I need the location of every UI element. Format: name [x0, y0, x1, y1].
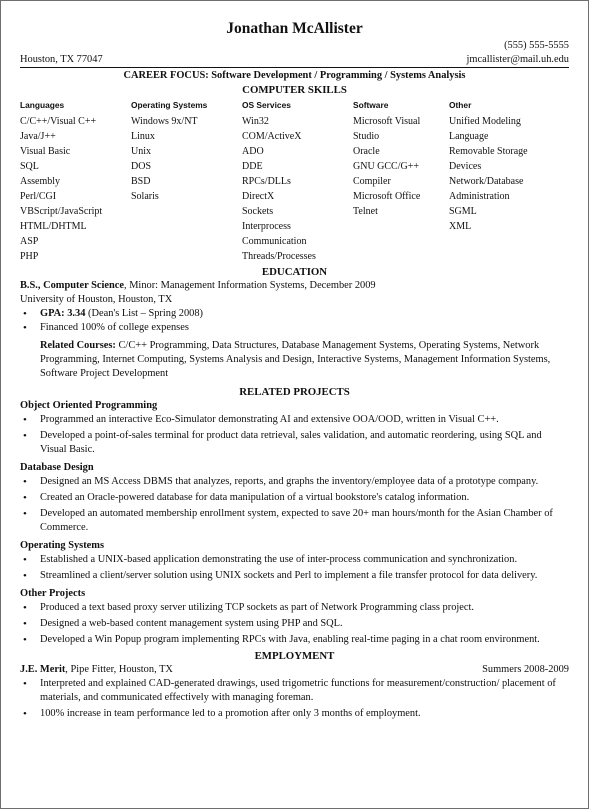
projects-title: RELATED PROJECTS [239, 386, 350, 398]
skill-item: Interprocess [242, 221, 291, 232]
skill-item: COM/ActiveX [242, 131, 302, 142]
job-role: , Pipe Fitter, Houston, TX [65, 664, 173, 675]
job-line [20, 663, 569, 677]
skills-column [20, 99, 131, 265]
list-item: • Produced a text based proxy server utilizing TCP sockets as part of Network Programming class project. [40, 601, 569, 615]
list-item: • Programmed an interactive Eco-Simulator demonstrating AI and extensive OOA/OOD, written in Visual C++. [40, 413, 569, 427]
skill-item: ASP [20, 236, 39, 247]
project-bullets [20, 413, 569, 457]
skill-item: BSD [131, 176, 151, 187]
job-dates: Summers 2008-2009 [482, 664, 569, 675]
project-bullets [20, 553, 569, 583]
related-courses [40, 339, 569, 381]
skills-column [242, 99, 353, 265]
list-item: • Designed a web-based content management system using PHP and SQL. [40, 617, 569, 631]
skills-column [353, 99, 449, 265]
skills-column-heading: Operating Systems [131, 100, 208, 110]
skill-item: Java/J++ [20, 131, 56, 142]
contact-block [20, 39, 569, 67]
skills-column-heading: Software [353, 100, 389, 110]
list-item: • Developed an automated membership enrollment system, expected to save 20+ man hours/month for the Asian Chamber of Commerce. [40, 507, 569, 535]
school-name: University of Houston, Houston, TX [20, 294, 173, 305]
skill-item: HTML/DHTML [20, 221, 87, 232]
list-item: • Created an Oracle-powered database for data manipulation of a virtual bookstore's catalog information. [40, 491, 569, 505]
skill-item: C/C++/Visual C++ [20, 116, 97, 127]
skills-column-heading: OS Services [242, 100, 291, 110]
skills-table [20, 99, 569, 265]
address: Houston, TX 77047 [20, 54, 103, 65]
education-title: EDUCATION [261, 266, 328, 278]
candidate-name: Jonathan McAllister [226, 20, 363, 37]
skill-item: Windows 9x/NT [131, 116, 198, 127]
list-item: • Developed a point-of-sales terminal for product data retrieval, sales validation, and automatic reordering, using SQL and Visual Basic. [40, 429, 569, 457]
related-courses-list: C/C++ Programming, Data Structures, Database Management Systems, Operating Systems, Network Programming, Internet Computing, Systems Analysis and Design, Interactive Systems, Management Information Systems, Software Project Development [40, 340, 551, 379]
address-rule [20, 53, 569, 68]
skill-item: GNU GCC/G++ [353, 161, 420, 172]
skills-column-heading: Other [449, 100, 472, 110]
related-courses-label: Related Courses: [40, 340, 116, 351]
skill-item: DDE [242, 161, 263, 172]
skill-item: Communication [242, 236, 307, 247]
skill-item: Studio [353, 131, 380, 142]
skill-item: Assembly [20, 176, 60, 187]
degree-line [20, 279, 569, 293]
skill-item: Unified Modeling [449, 116, 521, 127]
list-item: • Interpreted and explained CAD-generated drawings, used trigometric functions for measurement/construction/ placement of materials, and communicated effectively with managing foreman. [40, 677, 569, 705]
job-company: J.E. Merit [20, 664, 66, 675]
email-address: jmcallister@mail.uh.edu [466, 54, 569, 65]
project-group-heading: Database Design [20, 462, 94, 473]
skill-item: Microsoft Office [353, 191, 421, 202]
skill-item: RPCs/DLLs [242, 176, 291, 187]
phone-number: (555) 555-5555 [504, 40, 569, 51]
project-bullets [20, 475, 569, 535]
employment-title: EMPLOYMENT [254, 650, 335, 662]
skill-item: Compiler [353, 176, 391, 187]
skill-item: XML [449, 221, 472, 232]
project-group-heading: Other Projects [20, 588, 86, 599]
employment-bullets [20, 677, 569, 721]
skill-item: Removable Storage [449, 146, 528, 157]
skill-item: DOS [131, 161, 152, 172]
skills-column-heading: Languages [20, 100, 65, 110]
skill-item: VBScript/JavaScript [20, 206, 103, 217]
gpa-detail: (Dean's List – Spring 2008) [85, 308, 204, 319]
skill-item: Sockets [242, 206, 274, 217]
skill-item: Perl/CGI [20, 191, 57, 202]
degree-name: B.S., Computer Science [20, 280, 124, 291]
skill-item: ADO [242, 146, 264, 157]
skill-item: Win32 [242, 116, 269, 127]
project-group-heading: Object Oriented Programming [20, 400, 158, 411]
skills-title: COMPUTER SKILLS [242, 84, 347, 96]
list-item: • Designed an MS Access DBMS that analyzes, reports, and graphs the inventory/employee data of a prototype company. [40, 475, 569, 489]
skill-item: PHP [20, 251, 39, 262]
skill-item: Devices [449, 161, 482, 172]
list-item: • Financed 100% of college expenses [40, 321, 569, 335]
list-item [40, 307, 569, 321]
skills-column [449, 99, 559, 265]
project-bullets [20, 601, 569, 647]
skill-item: Telnet [353, 206, 378, 217]
skill-item: Network/Database [449, 176, 524, 187]
gpa-label: GPA: 3.34 [40, 308, 86, 319]
skill-item: Visual Basic [20, 146, 71, 157]
skill-item: Administration [449, 191, 510, 202]
project-group-heading: Operating Systems [20, 540, 104, 551]
list-item: • Established a UNIX-based application demonstrating the use of inter-process communication and synchronization. [40, 553, 569, 567]
list-item: • 100% increase in team performance led to a promotion after only 3 months of employment. [40, 707, 569, 721]
skill-item: Solaris [131, 191, 159, 202]
skill-item: Oracle [353, 146, 380, 157]
skill-item: Unix [131, 146, 151, 157]
education-bullets [20, 307, 569, 335]
list-item: • Developed a Win Popup program implementing RPCs with Java, enabling real-time paging in a chat room environment. [40, 633, 569, 647]
skill-item: Linux [131, 131, 155, 142]
skill-item: Microsoft Visual [353, 116, 421, 127]
skills-column [131, 99, 242, 265]
degree-details: , Minor: Management Information Systems, December 2009 [124, 280, 376, 291]
skill-item: SQL [20, 161, 39, 172]
skill-item: Language [449, 131, 489, 142]
list-item: • Streamlined a client/server solution using UNIX sockets and Perl to implement a file transfer protocol for data delivery. [40, 569, 569, 583]
skill-item: DirectX [242, 191, 275, 202]
skill-item: SGML [449, 206, 477, 217]
skill-item: Threads/Processes [242, 251, 316, 262]
career-focus: CAREER FOCUS: Software Development / Programming / Systems Analysis [123, 70, 466, 81]
